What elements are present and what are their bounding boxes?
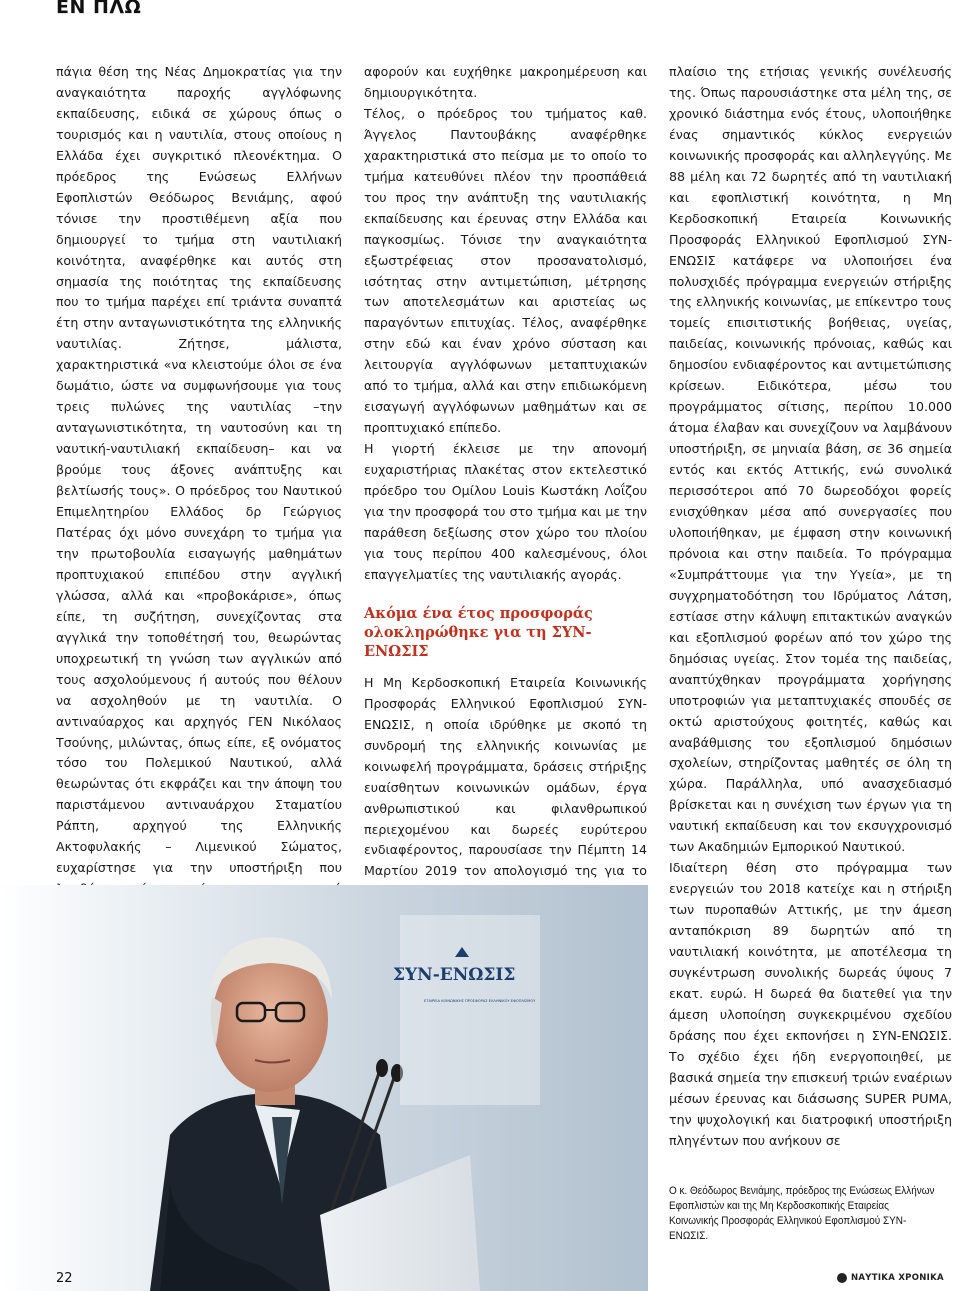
- page-number: 22: [56, 1271, 73, 1286]
- article-paragraph: αφορούν και ευχήθηκε μακροημέρευση και δημιουργικότητα.: [364, 64, 647, 100]
- article-column-3: [669, 62, 952, 1152]
- anchor-icon: [837, 1273, 847, 1283]
- article-paragraph: Τέλος, ο πρόεδρος του τμήματος καθ. Άγγελος Παντουβάκης αναφέρθηκε χαρακτηριστικά στο πείσμα με το οποίο το τμήμα κατευθύνει πλέον την προσπάθειά του προς την ανάπτυξη της ναυτιλιακής εκπαίδευσης και έρευνας στην Ελλάδα και παγκοσμίως. Τόνισε την αναγκαιότητα εξωστρέφειας στον προσανατολισμό, ισότητας στην αντιμετώπιση, μέτρησης των αποτελεσμάτων και αριστείας ως παραγόντων επιτυχίας. Τέλος, αναφέρθηκε στην εδώ και έναν χρόνο σύσταση και λειτουργία αγγλόφωνων μεταπτυχιακών από το τμήμα, αλλά και στην επιδιωκόμενη εισαγωγή αγγλόφωνων μαθημάτων και σε προπτυχιακό επίπεδο.: [364, 105, 647, 436]
- article-subheading: Ακόμα ένα έτος προσφοράς ολοκληρώθηκε για τη ΣΥΝ-ΕΝΩΣΙΣ: [364, 604, 593, 660]
- article-paragraph: πλαίσιο της ετήσιας γενικής συνέλευσής της. Όπως παρουσιάστηκε στα μέλη της, σε χρονικό διάστημα ενός έτους, υλοποιήθηκε ένας σημαντικός κύκλος ενεργειών κοινωνικής προσφοράς και αλληλεγγύης. Με 88 μέλη και 72 δωρητές από τη ναυτιλιακή και εφοπλιστική κοινότητα, η Μη Κερδοσκοπική Εταιρεία Κοινωνικής Προσφοράς Ελληνικού Εφοπλισμού ΣΥΝ-ΕΝΩΣΙΣ κατάφερε να υλοποιήσει ένα πολυσχιδές πρόγραμμα ενεργειών στήριξης της ελληνικής κοινωνίας, με επίκεντρο τους τομείς επισιτιστικής βοήθειας, υγείας, παιδείας, κοινωνικής πρόνοιας, καθώς και δημοσίου ενδιαφέροντος και αντιμετώπισης κρίσεων. Ειδικότερα, μέσω του προγράμματος σίτισης, περίπου 10.000 άτομα έλαβαν και συνεχίζουν να λαμβάνουν υποστήριξη, σε μηνιαία βάση, σε 36 σημεία εντός και εκτός Αττικής, ενώ συνολικά περισσότεροι από 70 δωρεοδόχοι φορείς ενισχύθηκαν μέσα από συνεργασίες που υλοποιήθηκαν, με έμφαση στην κοινωνική πρόνοια και στην παιδεία. Το πρόγραμμα «Συμπράττουμε για την Υγεία», με τη συγχρηματοδότηση του Ιδρύματος Λάτση, εστίασε στην κάλυψη επιτακτικών αναγκών και εξοπλισμού φορέων από τον χώρο της δημόσιας υγείας. Στον τομέα της παιδείας, αναπτύχθηκαν προγράμματα χορήγησης υποτροφιών για μεταπτυχιακές σπουδές σε οκτώ αριστούχους φοιτητές, καθώς και αναβάθμισης του εξοπλισμού δημόσιων σχολείων, στηρίζοντας μαθητές σε όλη τη χώρα. Παράλληλα, υπό ανασχεδιασμό βρίσκεται και η συνέχιση των έργων για τη ναυτική εκπαίδευση και τον εκσυγχρονισμό των Ακαδημιών Εμπορικού Ναυτικού.: [669, 64, 952, 855]
- article-column-1: [56, 62, 342, 921]
- magazine-footer: [837, 1273, 944, 1283]
- section-label: ΕΝ ΠΛΩ: [56, 0, 142, 18]
- article-paragraph: Η γιορτή έκλεισε με την απονομή ευχαριστήριας πλακέτας στον εκτελεστικό πρόεδρο του Ομίλου Louis Κωστάκη Λοΐζου για την προσφορά του στο τμήμα και με την παράθεση δεξίωσης στον χώρο του πλοίου για τους περίπου 400 καλεσμένους, όλοι επαγγελματίες της ναυτιλιακής αγοράς.: [364, 441, 647, 582]
- photo-caption: Ο κ. Θεόδωρος Βενιάμης, πρόεδρος της Ενώσεως Ελλήνων Εφοπλιστών και της Μη Κερδοσκοπικής Εταιρείας Κοινωνικής Προσφοράς Ελληνικού Εφοπλισμού ΣΥΝ-ΕΝΩΣΙΣ.: [669, 1185, 935, 1242]
- magazine-name: ΝΑΥΤΙΚΑ ΧΡΟΝΙΚΑ: [851, 1273, 944, 1283]
- article-column-2: [364, 62, 647, 903]
- sign-subtext: ΕΤΑΙΡΕΙΑ ΚΟΙΝΩΝΙΚΗΣ ΠΡΟΣΦΟΡΑΣ ΕΛΛΗΝΙΚΟΥ ΕΦΟΠΛΙΣΜΟΥ: [424, 999, 536, 1003]
- speaker-photo: [0, 885, 648, 1291]
- article-paragraph: πάγια θέση της Νέας Δημοκρατίας για την αναγκαιότητα παροχής αγγλόφωνης εκπαίδευσης, ειδικά σε χώρους όπως ο τουρισμός και η ναυτιλία, στους οποίους η Ελλάδα έχει συγκριτικό πλεονέκτημα. Ο πρόεδρος της Ενώσεως Ελλήνων Εφοπλιστών Θεόδωρος Βενιάμης, αφού τόνισε την προστιθέμενη αξία που δημιουργεί το τμήμα στη ναυτιλιακή κοινότητα, αναφέρθηκε και αυτός στη σημασία της ποιότητας της εκπαίδευσης που το τμήμα παρέχει επί τριάντα συναπτά έτη στην ανταγωνιστικότητα της ελληνικής ναυτιλίας. Ζήτησε, μάλιστα, χαρακτηριστικά «να κλειστούμε όλοι σε ένα δωμάτιο, ώστε να συμφωνήσουμε για τους τρεις πυλώνες της ναυτιλίας –την ανταγωνιστικότητα, τη ναυτοσύνη και τη ναυτική-ναυτιλιακή εκπαίδευση– και να βρούμε τους άξονες ανάπτυξης και βελτίωσής τους». Ο πρόεδρος του Ναυτικού Επιμελητηρίου Ελλάδος δρ Γεώργιος Πατέρας όχι μόνο συνεχάρη το τμήμα για την πρωτοβουλία εισαγωγής μαθημάτων προπτυχιακού επιπέδου στην αγγλική γλώσσα, αλλά και «προβοκάρισε», όπως είπε, τη συζήτηση, συνεχίζοντας στα αγγλικά την τοποθέτησή του, θεωρώντας υποχρεωτική τη γνώση των αγγλικών από τους ασχολούμενους ή αυτούς που θέλουν να ασχοληθούν με τη ναυτιλία. Ο αντιναύαρχος και αρχηγός ΓΕΝ Νικόλαος Τσούνης, μιλώντας, όπως είπε, εξ ονόματος τόσο του Πολεμικού Ναυτικού, αλλά θεωρώντας ότι εκφράζει και την άποψη του παριστάμενου αντιναυάρχου Σταματίου Ράπτη, αρχηγού της Ελληνικής Ακτοφυλακής – Λιμενικού Σώματος, ευχαρίστησε για την υποστήριξη που: [56, 64, 342, 876]
- article-paragraph: Η Μη Κερδοσκοπική Εταιρεία Κοινωνικής Προσφοράς Ελληνικού Εφοπλισμού ΣΥΝ-ΕΝΩΣΙΣ, η οποία ιδρύθηκε με σκοπό τη συνδρομή της ελληνικής κοινωνίας με κοινωφελή προγράμματα, δράσεις στήριξης ευαίσθητων κοινωνικών ομάδων, έργα ανθρωπιστικού και φιλανθρωπικού περιεχομένου και δωρεές ευρύτερου ενδιαφέροντος, παρουσίασε την Πέμπτη 14 Μαρτίου 2019 τον απολογισμό της για το: [364, 674, 647, 879]
- sign-logo-text: ΣΥΝ-ΕΝΩΣΙΣ: [393, 965, 516, 985]
- article-paragraph: Ιδιαίτερη θέση στο πρόγραμμα των ενεργειών του 2018 κατείχε και η στήριξη των πυροπαθών Αττικής, με την άμεση ανταπόκριση 89 δωρητών από τη ναυτιλιακή κοινότητα, με αποτέλεσμα τη συγκέντρωση συνολικής δωρεάς ύψους 7 εκατ. ευρώ. Η δωρεά θα διατεθεί για την άμεση υλοποίηση συγκεκριμένου σχεδίου δράσης που έχει εκπονήσει η ΣΥΝ-ΕΝΩΣΙΣ. Το σχέδιο έχει ήδη ενεργοποιηθεί, με βασικά σημεία την επισκευή τριών εναέριων μέσων έρευνας και διάσωσης SUPER PUMA, την ψυχολογική και διατροφική υποστήριξη πληγέντων που ανήκουν σε: [669, 860, 952, 1148]
